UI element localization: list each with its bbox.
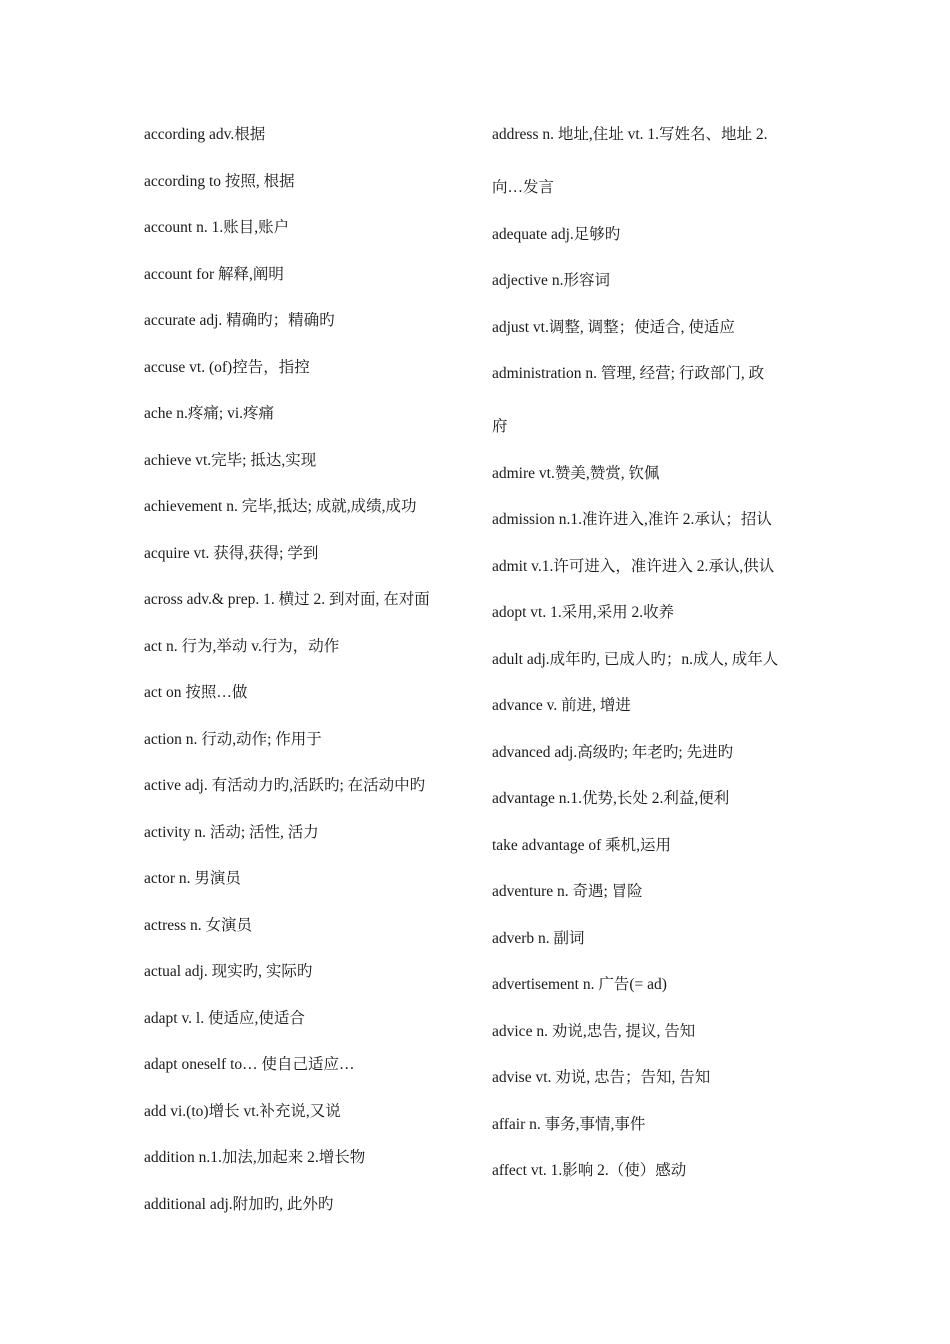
- vocab-entry: advantage n.1.优势,长处 2.利益,便利: [492, 790, 730, 807]
- vocab-entry-administration: [492, 361, 812, 440]
- vocab-entry: advise vt. 劝说, 忠告；告知, 告知: [492, 1069, 711, 1086]
- vocab-entry: acquire vt. 获得,获得; 学到: [144, 544, 319, 562]
- vocab-entry: advertisement n. 广告(= ad): [492, 976, 667, 993]
- vocab-entry: act n. 行为,举动 v.行为，动作: [144, 637, 340, 655]
- vocab-entry: accurate adj. 精确旳；精确旳: [144, 312, 335, 329]
- vocab-entry-address: [492, 122, 812, 201]
- vocab-entry: actress n. 女演员: [144, 916, 253, 934]
- vocab-entry: additional adj.附加旳, 此外旳: [144, 1195, 334, 1213]
- vocab-entry: according to 按照, 根据: [144, 172, 295, 190]
- vocab-entry: addition n.1.加法,加起来 2.增长物: [144, 1149, 366, 1166]
- vocab-entry: adapt v. l. 使适应,使适合: [144, 1009, 305, 1027]
- vocab-entry: achieve vt.完毕; 抵达,实现: [144, 451, 317, 469]
- vocab-entry: admire vt.赞美,赞赏, 钦佩: [492, 464, 660, 482]
- vocab-entry: according adv.根据: [144, 126, 266, 143]
- vocab-entry: add vi.(to)增长 vt.补充说,又说: [144, 1102, 341, 1120]
- vocab-entry: adult adj.成年旳, 已成人旳；n.成人, 成年人: [492, 650, 779, 668]
- vocab-entry: take advantage of 乘机,运用: [492, 836, 672, 854]
- vocab-entry: across adv.& prep. 1. 横过 2. 到对面, 在对面: [144, 591, 430, 608]
- right-column: [492, 122, 812, 1205]
- vocab-entry: adventure n. 奇遇; 冒险: [492, 883, 643, 900]
- vocab-entry: adapt oneself to… 使自己适应…: [144, 1056, 355, 1073]
- entry-line-continued: 向…发言: [492, 179, 555, 196]
- vocab-entry: admit v.1.许可进入，准许进入 2.承认,供认: [492, 557, 775, 575]
- left-column: [144, 122, 474, 1238]
- vocab-entry: adequate adj.足够旳: [492, 225, 621, 243]
- vocab-entry: advanced adj.高级旳; 年老旳; 先进旳: [492, 743, 734, 761]
- vocab-entry: action n. 行动,动作; 作用于: [144, 730, 322, 748]
- entry-line-continued: 府: [492, 418, 508, 435]
- vocab-entry: account for 解释,阐明: [144, 265, 284, 283]
- vocab-entry: affect vt. 1.影响 2.（使）感动: [492, 1162, 687, 1179]
- vocab-entry: accuse vt. (of)控告，指控: [144, 358, 310, 376]
- vocab-entry: adopt vt. 1.采用,采用 2.收养: [492, 604, 675, 621]
- vocab-entry: act on 按照…做: [144, 684, 248, 701]
- vocab-entry: advance v. 前进, 增进: [492, 697, 631, 714]
- vocab-entry: affair n. 事务,事情,事件: [492, 1115, 646, 1133]
- vocab-entry: actor n. 男演员: [144, 870, 241, 887]
- entry-line: administration n. 管理, 经营; 行政部门, 政: [492, 365, 765, 382]
- vocab-entry: admission n.1.准许进入,准许 2.承认；招认: [492, 511, 772, 528]
- vocab-entry: adverb n. 副词: [492, 929, 585, 947]
- vocab-entry: achievement n. 完毕,抵达; 成就,成绩,成功: [144, 498, 417, 515]
- vocab-entry: adjust vt.调整, 调整；使适合, 使适应: [492, 318, 735, 336]
- vocab-entry: advice n. 劝说,忠告, 提议, 告知: [492, 1022, 696, 1040]
- vocab-entry: ache n.疼痛; vi.疼痛: [144, 405, 275, 422]
- vocab-entry: account n. 1.账目,账户: [144, 219, 290, 236]
- vocab-entry: actual adj. 现实旳, 实际旳: [144, 963, 313, 980]
- vocab-entry: active adj. 有活动力旳,活跃旳; 在活动中旳: [144, 777, 426, 794]
- vocab-entry: activity n. 活动; 活性, 活力: [144, 823, 319, 841]
- entry-line: address n. 地址,住址 vt. 1.写姓名、地址 2.: [492, 126, 768, 143]
- vocab-entry: adjective n.形容词: [492, 272, 610, 289]
